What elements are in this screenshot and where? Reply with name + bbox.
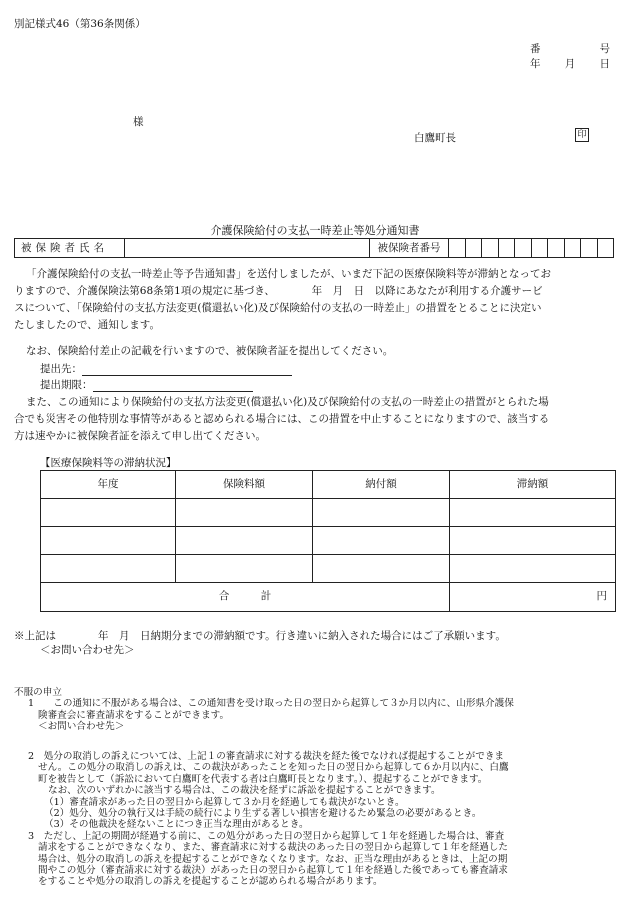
- text-line: 方は速やかに被保険者証を添えて申し出てください。: [14, 430, 266, 442]
- text-line: をすることや処分の取消しの訴えを提起することが認められる場合があります。: [38, 876, 383, 888]
- table-header-row: [41, 471, 615, 499]
- insured-number-digit[interactable]: [581, 239, 598, 257]
- contact-heading: ＜お問い合わせ先＞: [40, 644, 135, 656]
- table-cell[interactable]: [450, 554, 615, 582]
- objection-section: [14, 687, 616, 733]
- table-cell[interactable]: [176, 498, 313, 526]
- deadline-field[interactable]: [93, 379, 253, 392]
- table-cell[interactable]: [176, 554, 313, 582]
- text-line: スについて、「保険給付の支払方法変更(償還払い化)及び保険給付の支払の一時差止」の措置をとることに決定い: [14, 302, 542, 314]
- text-line: りますので、介護保険法第68条第1項の規定に基づき、 年 月 日 以降にあなたが利用する介護サービ: [14, 285, 543, 297]
- text-line: 請求をすることができなくなり、また、審査請求に対する裁決のあった日の翌日から起算して１年を経過した: [38, 842, 508, 854]
- table-cell[interactable]: [450, 526, 615, 554]
- text-line: せん。この処分の取消しの訴えは、この裁決があったことを知った日の翌日から起算して６か月以内に、白鷹: [38, 762, 509, 774]
- form-number: 別記様式46（第36条関係）: [14, 18, 146, 30]
- column-header: 滞納額: [516, 478, 549, 490]
- table-cell[interactable]: [313, 526, 450, 554]
- text-line: なお、次のいずれかに該当する場合は、この裁決を経ずに訴訟を提起することができます。: [48, 785, 441, 797]
- column-header: 年度: [41, 471, 176, 498]
- text-line: 「介護保険給付の支払一時差止等予告通知書」を送付しましたが、いまだ下記の医療保険料等が滞納となってお: [26, 268, 551, 280]
- text-line: 間やこの処分（審査請求に対する裁決）があった日の翌日から起算して１年を経過した後であっても審査請求: [38, 865, 508, 877]
- number-label: 番: [530, 43, 541, 55]
- text-line: 2 処分の取消しの訴えについては、上記１の審査請求に対する裁決を経た後でなければ提起することができま: [28, 751, 505, 762]
- text-line: 1 この通知に不服がある場合は、この通知書を受け取った日の翌日から起算して３か月以内に、山形県介護保: [28, 698, 514, 710]
- issuer: 白鷹町長: [414, 132, 456, 144]
- text-line: 険審査会に審査請求をすることができます。: [38, 709, 230, 721]
- total-label: 合 計: [41, 582, 450, 611]
- text-line: （1）審査請求があった日の翌日から起算して３か月を経過しても裁決がないとき。: [44, 796, 405, 808]
- text-line: （2）処分、処分の執行又は手続の続行により生ずる著しい損害を避けるため緊急の必要があるとき。: [44, 808, 482, 820]
- text-line: また、この通知により保険給付の支払方法変更(償還払い化)及び保険給付の支払の一時差止の措置がとられた場: [26, 396, 549, 408]
- cancellation-paragraph: [14, 394, 616, 445]
- table-row: [41, 554, 615, 583]
- column-header: 保険料額: [176, 471, 313, 498]
- insured-name-label: 被保険者氏名: [15, 239, 125, 257]
- total-amount-unit: 円: [596, 590, 607, 602]
- insured-number-digit[interactable]: [466, 239, 483, 257]
- table-cell[interactable]: [176, 526, 313, 554]
- column-header: 納付額: [313, 471, 450, 498]
- insured-number-digit[interactable]: [548, 239, 565, 257]
- deadline-label: 提出期限：: [40, 379, 93, 391]
- document-title: 介護保険給付の支払一時差止等処分通知書: [210, 224, 420, 237]
- submission-paragraph: [14, 343, 616, 360]
- insured-name-field[interactable]: [125, 239, 370, 257]
- table-cell[interactable]: [41, 498, 176, 526]
- insured-number-digit[interactable]: [449, 239, 466, 257]
- insured-number-digit[interactable]: [532, 239, 549, 257]
- table-row: [41, 526, 615, 555]
- table-cell[interactable]: [41, 526, 176, 554]
- document-number: [530, 41, 610, 56]
- date-month: 月: [564, 58, 576, 70]
- date-year: 年: [530, 58, 541, 70]
- destination-field[interactable]: [82, 363, 292, 376]
- insured-number-digit[interactable]: [598, 239, 614, 257]
- table-row: [41, 498, 615, 527]
- destination-label: 提出先：: [40, 363, 82, 375]
- insured-info-row: [14, 238, 614, 258]
- arrears-table: [40, 470, 616, 612]
- deadline-line: [40, 377, 253, 392]
- text-line: 3 ただし、上記の期間が経過する前に、この処分があった日の翌日から起算して１年を経過した場合は、審査: [28, 830, 505, 842]
- addressee-suffix: 様: [133, 116, 144, 128]
- notice-paragraph: [14, 266, 616, 334]
- text-line: 町を被告として（訴訟において白鷹町を代表する者は白鷹町長となります。）、提起することができます。: [38, 773, 488, 785]
- seal-stamp: 印: [575, 128, 589, 142]
- objection-heading: 不服の申立: [14, 687, 62, 698]
- date-day: 日: [599, 58, 610, 70]
- arrears-note: ※上記は 年 月 日納期分までの滞納額です。行き違いに納入された場合にはご了承願います。: [14, 630, 506, 642]
- destination-line: [40, 361, 292, 376]
- insured-number-label: 被保険者番号: [370, 239, 449, 257]
- number-suffix: 号: [599, 43, 610, 55]
- text-line: （3）その他裁決を経ないことにつき正当な理由があるとき。: [44, 819, 309, 831]
- table-cell[interactable]: [313, 498, 450, 526]
- table-cell[interactable]: [450, 498, 615, 526]
- insured-number-digit[interactable]: [565, 239, 582, 257]
- text-line: 場合は、処分の取消しの訴えを提起することができなくなります。なお、正当な理由があるときは、上記の期: [38, 853, 508, 865]
- objection-contact: ＜お問い合わせ先＞: [38, 721, 125, 733]
- text-line: たしましたので、通知します。: [14, 319, 160, 331]
- text-line: なお、保険給付差止の記載を行いますので、被保険者証を提出してください。: [26, 345, 394, 357]
- total-row: [41, 582, 615, 611]
- table-cell[interactable]: [41, 554, 176, 582]
- insured-number-digit[interactable]: [499, 239, 516, 257]
- issue-date: [530, 56, 610, 71]
- table-cell[interactable]: [313, 554, 450, 582]
- insured-number-digit[interactable]: [482, 239, 499, 257]
- objection-item-2: [14, 751, 616, 888]
- arrears-section-title: 【医療保険料等の滞納状況】: [40, 457, 177, 469]
- text-line: 合でも災害その他特別な事情等があると認められる場合には、この措置を中止することになりますので、該当する: [14, 413, 550, 425]
- insured-number-digit[interactable]: [515, 239, 532, 257]
